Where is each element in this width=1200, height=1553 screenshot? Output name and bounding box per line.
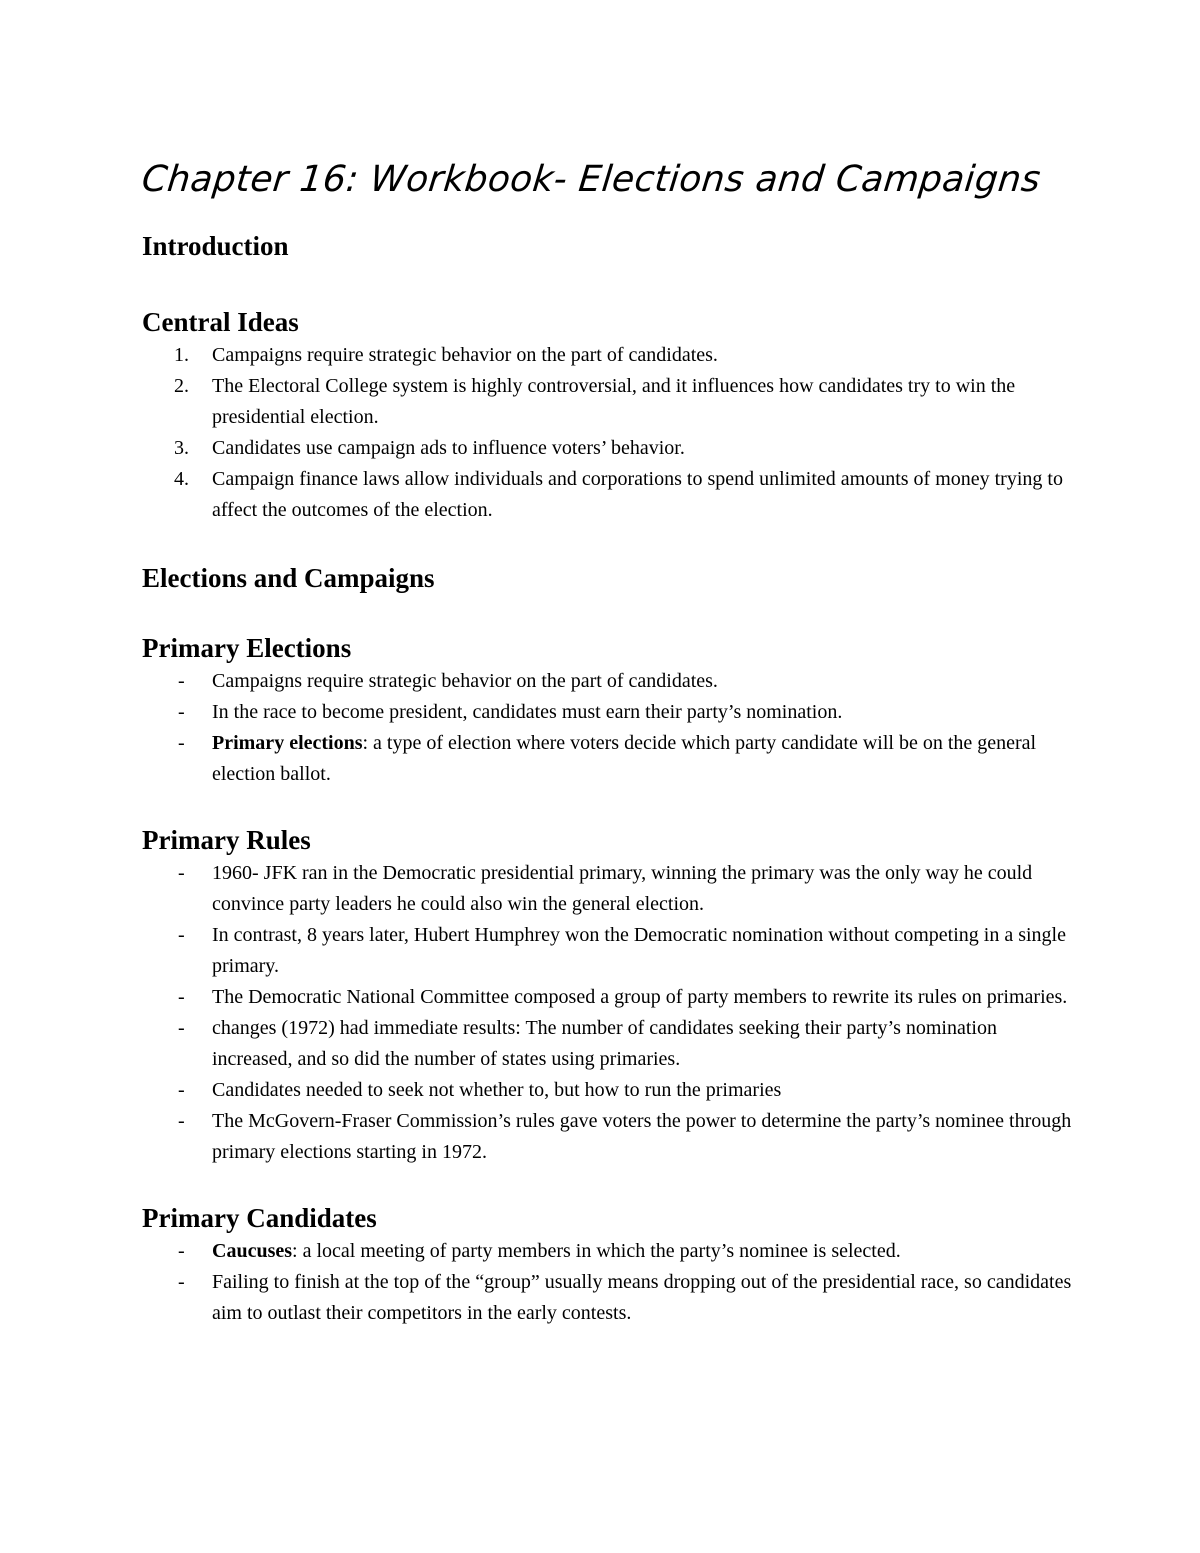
list-item: - In the race to become president, candidates must earn their party’s nomination. xyxy=(178,701,843,723)
list-item: - The McGovern-Fraser Commission’s rules gave voters the power to determine the party’s nominee through primary elections starting in 1972. xyxy=(178,1110,1072,1163)
list-item: - 1960- JFK ran in the Democratic presidential primary, winning the primary was the only way he could convince party leaders he could also win the general election. xyxy=(178,862,1033,915)
list-item: 2. The Electoral College system is highly controversial, and it influences how candidates try to win the presidential election. xyxy=(174,375,1016,428)
document-title: Chapter 16: Workbook- Elections and Campaigns xyxy=(139,159,1043,200)
heading-primary-rules: Primary Rules xyxy=(142,825,311,855)
term-caucuses: Caucuses xyxy=(212,1240,293,1262)
heading-introduction: Introduction xyxy=(142,231,289,261)
list-item: - Failing to finish at the top of the “group” usually means dropping out of the presidential race, so candidates aim to outlast their competitors in the early contests. xyxy=(178,1271,1072,1324)
list-item: - Candidates needed to seek not whether to, but how to run the primaries xyxy=(178,1079,782,1101)
list-item: - changes (1972) had immediate results: The number of candidates seeking their party’s nomination increased, and so did the number of states using primaries. xyxy=(178,1017,997,1070)
list-item: 3. Candidates use campaign ads to influence voters’ behavior. xyxy=(174,437,685,459)
list-item: - Campaigns require strategic behavior on the part of candidates. xyxy=(178,670,718,692)
list-item: 1. Campaigns require strategic behavior on the part of candidates. xyxy=(174,344,718,366)
primary-candidates-list xyxy=(142,1236,1072,1329)
heading-primary-candidates: Primary Candidates xyxy=(142,1203,377,1233)
list-item: - The Democratic National Committee composed a group of party members to rewrite its rules on primaries. xyxy=(178,986,1068,1008)
heading-elections-and-campaigns: Elections and Campaigns xyxy=(142,563,435,593)
primary-rules-list xyxy=(142,858,1072,1168)
list-item: - Caucuses: a local meeting of party members in which the party’s nominee is selected. xyxy=(178,1240,901,1262)
heading-central-ideas: Central Ideas xyxy=(142,307,299,337)
term-primary-elections: Primary elections xyxy=(212,732,363,754)
list-item: 4. Campaign finance laws allow individuals and corporations to spend unlimited amounts of money trying to affect the outcomes of the election. xyxy=(174,468,1063,521)
list-item: - In contrast, 8 years later, Hubert Humphrey won the Democratic nomination without competing in a single primary. xyxy=(178,924,1066,977)
heading-primary-elections: Primary Elections xyxy=(142,633,352,663)
document-page xyxy=(139,150,1072,1329)
primary-elections-list xyxy=(142,666,1072,790)
list-item: - Primary elections: a type of election where voters decide which party candidate will be on the general election ballot. xyxy=(178,732,1037,785)
central-ideas-list xyxy=(142,340,1072,526)
